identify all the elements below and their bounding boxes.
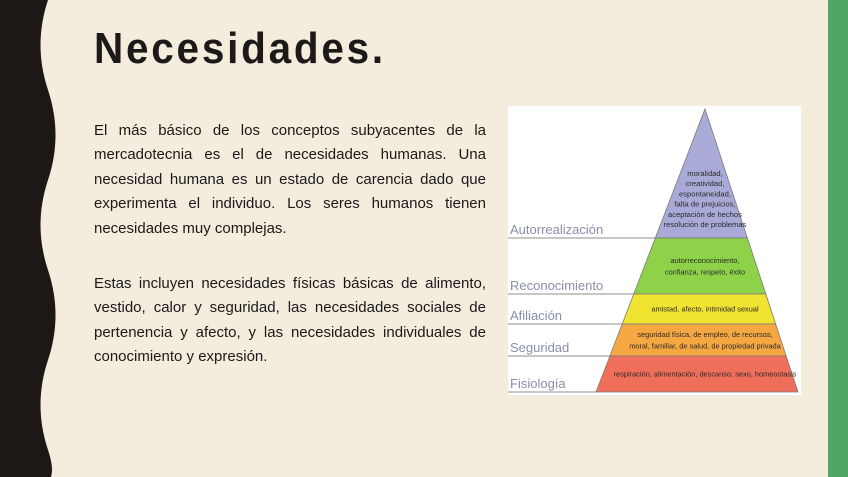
level-label-fisiologia: Fisiología [510,376,566,391]
level-description-line: moral, familiar, de salud, de propiedad privada [629,341,781,351]
level-label-reconocimiento: Reconocimiento [510,278,604,293]
level-description-line: seguridad física, de empleo, de recursos, [637,329,773,339]
level-description-line: amistad, afecto, intimidad sexual [651,304,759,314]
decorative-left-band [0,0,78,477]
level-description-line: confianza, respeto, éxito [664,267,746,277]
level-label-afiliacion: Afiliación [510,308,563,323]
maslow-pyramid-diagram [508,106,801,395]
level-description-line: falta de prejuicios, [674,199,736,209]
level-description-line: creatividad, [685,179,725,189]
level-description-line: espontaneidad, [679,189,731,199]
accent-bar [828,0,848,477]
level-description-line: aceptación de hechos [668,209,742,219]
level-description-line: respiración, alimentación, descanso, sexo, homeostasis [613,369,797,379]
body-paragraph-2: Estas incluyen necesidades físicas básicas de alimento, vestido, calor y seguridad, las necesidades sociales de pertenencia y afecto, y las necesidades individuales de conocimiento y expresión. [94,275,486,366]
level-description-line: moralidad, [687,169,723,178]
maslow-pyramid-figure [508,106,801,395]
level-description-line: resolución de problemas [663,220,747,229]
pyramid-level-reconocimiento [634,238,766,294]
slide-title: Necesidades. [94,24,386,73]
level-label-autorrealizacion: Autorrealización [510,222,604,237]
level-label-seguridad: Seguridad [510,340,570,355]
body-paragraph-1: El más básico de los conceptos subyacentes de la mercadotecnia es el de necesidades humanas. Una necesidad humana es un estado de carencia dado que experimenta el individuo. Los seres humanos tienen necesidades muy complejas. [94,122,486,237]
level-description-line: autorreconocimiento, [670,255,740,265]
